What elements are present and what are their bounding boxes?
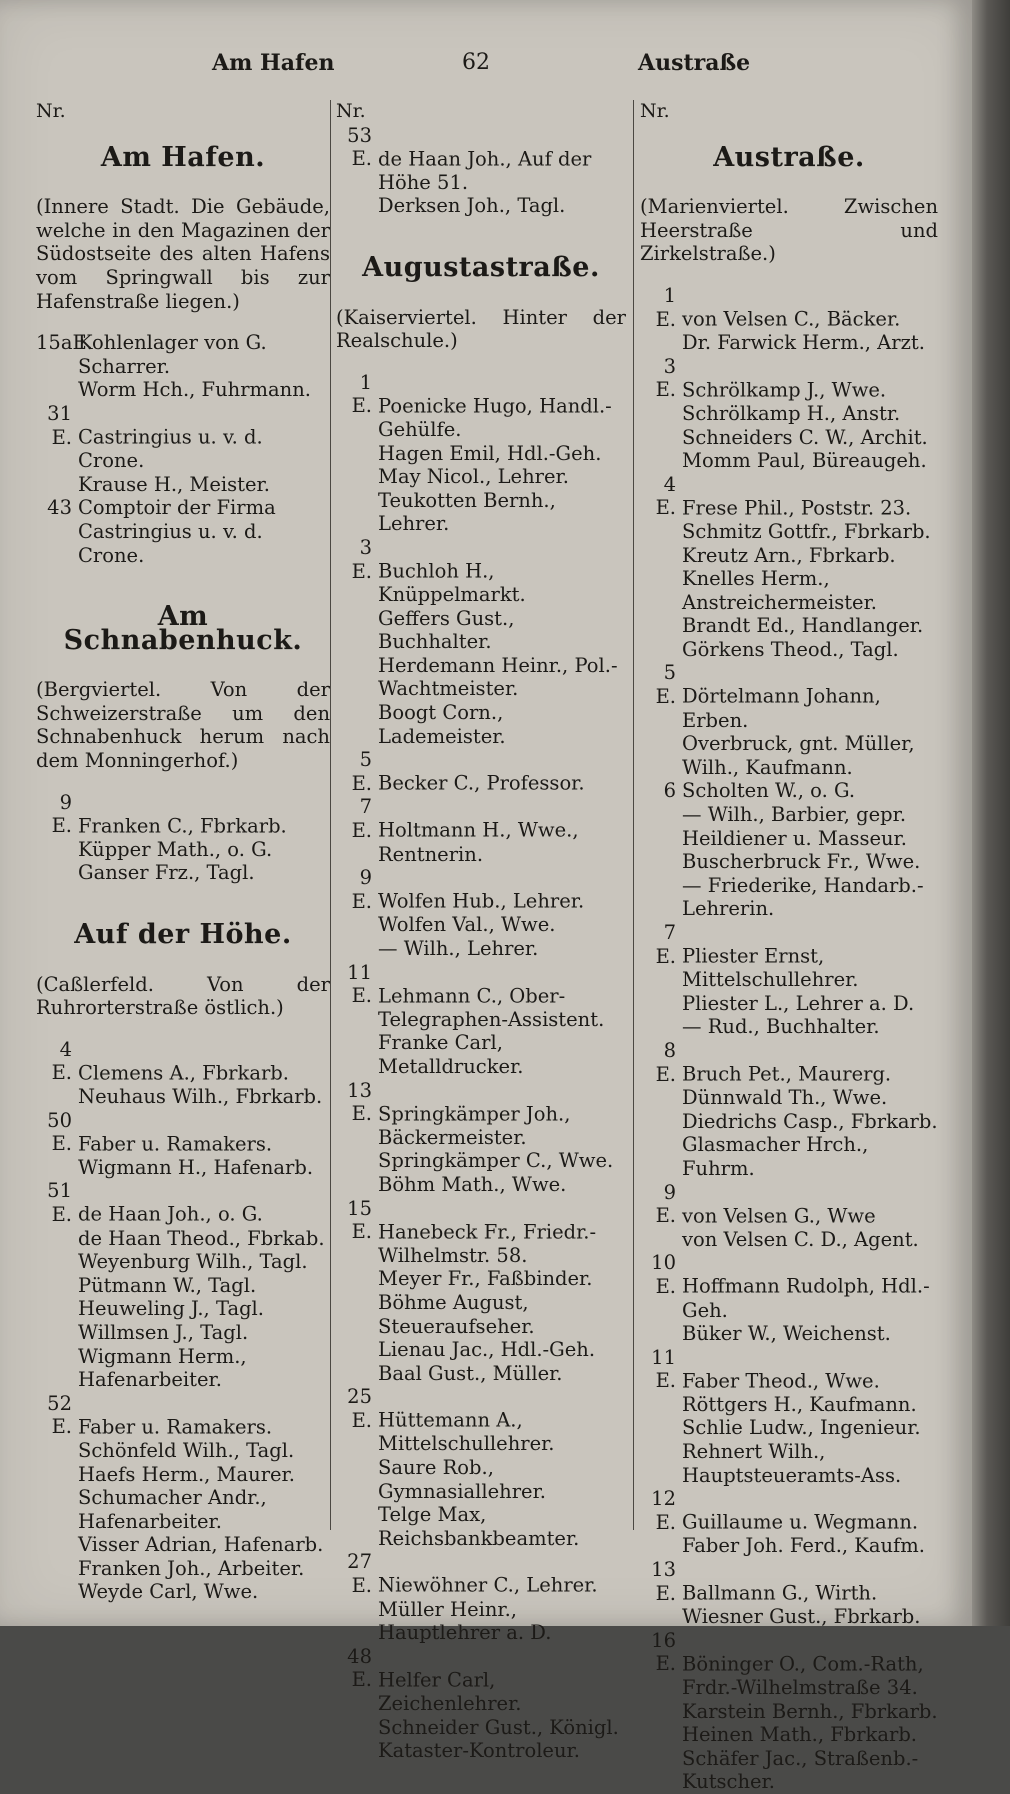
- resident-entry: Franke Carl, Metalldrucker.: [378, 1031, 524, 1078]
- resident-entry: Springkämper C., Wwe.: [378, 1149, 614, 1173]
- resident-entry: Weyde Carl, Wwe.: [78, 1580, 259, 1604]
- house-number: [336, 371, 378, 418]
- resident-entry: Visser Adrian, Hafenarb.: [78, 1533, 324, 1557]
- resident-entry: Schneiders C. W., Archit.: [682, 425, 928, 449]
- resident-text: Comptoir der Firma Castringius u. v. d. Crone.: [78, 496, 276, 567]
- resident-entry: Knelles Herm., Anstreichermeister.: [682, 567, 877, 614]
- house-entry: [640, 1558, 938, 1605]
- resident-text: Kohlenlager von G. Scharrer.: [78, 331, 267, 378]
- house-entry: [336, 961, 626, 1032]
- house-number: [336, 1385, 378, 1432]
- house-number: [640, 779, 682, 803]
- resident-entry: Karstein Bernh., Fbrkarb.: [682, 1699, 938, 1723]
- resident-entry: Schäfer Jac., Straßenb.-Kutscher.: [682, 1746, 919, 1794]
- resident-text: Hanebeck Fr., Friedr.-Wilhelmstr. 58.: [378, 1220, 597, 1267]
- house-number-text: 7 E.: [351, 795, 372, 843]
- house-number: [336, 536, 378, 583]
- resident-entry: de Haan Theod., Fbrkab.: [78, 1226, 325, 1250]
- house-entry: [336, 1385, 626, 1456]
- house-number: [640, 284, 682, 331]
- resident-text: Böninger O., Com.-Rath, Frdr.-Wilhelmstraße 34.: [682, 1652, 924, 1699]
- house-number: [640, 1629, 682, 1676]
- resident-entry: Pliester L., Lehrer a. D.: [682, 991, 915, 1015]
- resident-text: Scholten W., o. G.: [682, 779, 856, 803]
- house-number: [336, 795, 378, 842]
- house-number-text: 10 E.: [651, 1251, 676, 1298]
- resident-entry: Krause H., Meister.: [78, 472, 270, 496]
- resident-entry: Baal Gust., Müller.: [378, 1361, 563, 1385]
- resident-entry: Franken Joh., Arbeiter.: [78, 1556, 305, 1580]
- resident-entry: Schönfeld Wilh., Tagl.: [78, 1438, 295, 1462]
- house-number: [640, 1039, 682, 1086]
- resident-entry: Heuweling J., Tagl.: [78, 1297, 264, 1321]
- resident-entry: Herdemann Heinr., Pol.-Wachtmeister.: [378, 653, 618, 701]
- house-number: [640, 921, 682, 968]
- resident-text: Holtmann H., Wwe., Rentnerin.: [378, 819, 579, 866]
- house-number-text: 13 E.: [651, 1558, 676, 1605]
- house-number-text: 7 E.: [655, 921, 676, 968]
- resident-text: de Haan Joh., o. G.: [78, 1202, 263, 1226]
- house-number-text: 6: [663, 779, 676, 803]
- house-number: [640, 355, 682, 402]
- house-entry: [640, 284, 938, 331]
- house-number-text: 43: [47, 496, 72, 520]
- resident-entry: Wigmann H., Hafenarb.: [78, 1155, 314, 1179]
- house-number: [640, 1181, 682, 1228]
- book-spine-edge: [972, 0, 1010, 1626]
- resident-entry: Diedrichs Casp., Fbrkarb.: [682, 1109, 938, 1133]
- house-entry: [336, 371, 626, 442]
- house-number: [336, 961, 378, 1008]
- resident-text: Clemens A., Fbrkarb.: [78, 1061, 289, 1085]
- resident-entry: Schneider Gust., Königl. Kataster-Kontroleur.: [378, 1715, 619, 1763]
- resident-entry: Momm Paul, Büreaugeh.: [682, 449, 927, 473]
- house-number-text: 48 E.: [347, 1644, 372, 1692]
- resident-entry: Haefs Herm., Maurer.: [78, 1462, 295, 1486]
- house-number: [36, 1179, 78, 1226]
- resident-entry: Buscherbruck Fr., Wwe.: [682, 850, 921, 874]
- house-number: [640, 1346, 682, 1393]
- resident-text: Poenicke Hugo, Handl.-Gehülfe.: [378, 394, 612, 441]
- resident-entry: Faber Joh. Ferd., Kaufm.: [682, 1534, 925, 1558]
- resident-text: von Velsen C., Bäcker.: [682, 307, 901, 331]
- resident-text: Bruch Pet., Maurerg.: [682, 1062, 892, 1086]
- house-number-text: 27 E.: [347, 1550, 372, 1598]
- resident-entry: Pütmann W., Tagl.: [78, 1273, 257, 1297]
- house-entry: [640, 1346, 938, 1393]
- house-number: [336, 1550, 378, 1597]
- house-entry: [640, 355, 938, 402]
- number-column-label: Nr.: [640, 100, 670, 122]
- house-number: [336, 1645, 378, 1692]
- resident-text: Lehmann C., Ober-Telegraphen-Assistent.: [378, 984, 605, 1031]
- house-entry: [640, 921, 938, 992]
- house-number: [336, 1079, 378, 1126]
- house-number-text: 15 E.: [347, 1196, 372, 1244]
- resident-text: Frese Phil., Poststr. 23.: [682, 496, 912, 520]
- resident-entry: — Wilh., Lehrer.: [378, 937, 539, 960]
- house-entry: [336, 748, 626, 795]
- house-entry: [336, 536, 626, 607]
- resident-text: Guillaume u. Wegmann.: [682, 1510, 919, 1534]
- column-2: [336, 100, 626, 1763]
- street-description: (Kaiserviertel. Hinter der Realschule.): [336, 305, 626, 353]
- resident-entry: — Wilh., Barbier, gepr. Heildiener u. Masseur.: [682, 803, 907, 850]
- house-number-text: 1 E.: [351, 370, 372, 418]
- house-number: [36, 496, 78, 520]
- resident-entry: Rehnert Wilh., Hauptsteueramts-Ass.: [682, 1440, 902, 1487]
- resident-text: Castringius u. v. d. Crone.: [78, 425, 263, 473]
- running-head-right: Austraße: [638, 50, 751, 76]
- house-number: [36, 1038, 78, 1085]
- resident-entry: Görkens Theod., Tagl.: [682, 637, 899, 661]
- resident-entry: Geffers Gust., Buchhalter.: [378, 606, 515, 654]
- house-number: [640, 1251, 682, 1298]
- resident-text: Faber u. Ramakers.: [78, 1132, 273, 1156]
- resident-text: Niewöhner C., Lehrer.: [378, 1574, 598, 1598]
- resident-text: von Velsen G., Wwe: [682, 1204, 876, 1228]
- resident-entry: Heinen Math., Fbrkarb.: [682, 1723, 917, 1747]
- resident-entry: Küpper Math., o. G.: [78, 837, 273, 861]
- resident-text: Becker C., Professor.: [378, 771, 585, 795]
- house-entry: [36, 1179, 330, 1226]
- house-number-text: 4 E.: [51, 1037, 72, 1085]
- house-entry: [640, 1629, 938, 1700]
- resident-entry: Teukotten Bernh., Lehrer.: [378, 488, 556, 536]
- house-entry: [36, 1392, 330, 1439]
- running-head-left: Am Hafen: [212, 50, 335, 76]
- resident-entry: Wigmann Herm., Hafenarbeiter.: [78, 1344, 247, 1392]
- street-heading: Am Hafen.: [100, 141, 266, 173]
- house-entry: [640, 1487, 938, 1534]
- house-number-text: 11 E.: [651, 1345, 676, 1393]
- house-number: [640, 661, 682, 708]
- resident-entry: Schmitz Gottfr., Fbrkarb.: [682, 519, 931, 543]
- house-entry: [36, 1038, 330, 1085]
- resident-entry: Overbruck, gnt. Müller, Wilh., Kaufmann.: [682, 732, 915, 779]
- resident-entry: May Nicol., Lehrer.: [378, 465, 569, 489]
- street-description: (Caßlerfeld. Von der Ruhrorterstraße östlich.): [36, 972, 330, 1020]
- house-number-text: 8 E.: [655, 1038, 676, 1086]
- street-heading: Austraße.: [713, 141, 865, 173]
- house-number: [36, 1392, 78, 1439]
- house-number-text: 3 E.: [351, 535, 372, 583]
- resident-entry: Schumacher Andr., Hafenarbeiter.: [78, 1486, 267, 1533]
- resident-entry: Böhm Math., Wwe.: [378, 1172, 567, 1196]
- resident-entry: Telge Max, Reichsbankbeamter.: [378, 1503, 580, 1550]
- house-entry: [336, 866, 626, 913]
- resident-text: Helfer Carl, Zeichenlehrer.: [378, 1668, 522, 1715]
- resident-entry: Saure Rob., Gymnasiallehrer.: [378, 1456, 546, 1503]
- resident-text: Faber u. Ramakers.: [78, 1415, 273, 1439]
- house-number: [336, 1197, 378, 1244]
- house-entry: [336, 1550, 626, 1597]
- resident-entry: Weyenburg Wilh., Tagl.: [78, 1250, 308, 1274]
- resident-entry: Dünnwald Th., Wwe.: [682, 1086, 888, 1110]
- house-entry: [640, 473, 938, 520]
- resident-entry: Worm Hch., Fuhrmann.: [78, 378, 311, 402]
- resident-entry: Wolfen Val., Wwe.: [378, 913, 556, 937]
- house-number-text: 15aE.: [36, 331, 93, 355]
- resident-text: Wolfen Hub., Lehrer.: [378, 889, 585, 913]
- resident-entry: Brandt Ed., Handlanger.: [682, 614, 924, 638]
- street-description: (Bergviertel. Von der Schweizerstraße um den Schnabenhuck herum nach dem Monningerhof.): [36, 678, 330, 773]
- resident-text: Schrölkamp J., Wwe.: [682, 378, 887, 402]
- street-heading: Auf der Höhe.: [74, 919, 292, 951]
- resident-entry: Müller Heinr., Hauptlehrer a. D.: [378, 1597, 552, 1645]
- house-number-text: 16 E.: [651, 1628, 676, 1676]
- house-number-text: 25 E.: [347, 1385, 372, 1432]
- house-number-text: 12 E.: [651, 1487, 676, 1534]
- resident-entry: Derksen Joh., Tagl.: [378, 194, 566, 218]
- house-number-text: 9 E.: [51, 790, 72, 838]
- house-number-text: 5 E.: [351, 748, 372, 795]
- resident-entry: Boogt Corn., Lademeister.: [378, 701, 506, 748]
- number-column-label: Nr.: [336, 100, 366, 122]
- resident-entry: Hagen Emil, Hdl.-Geh.: [378, 441, 602, 465]
- column-1: [36, 100, 330, 1604]
- house-number-text: 50 E.: [47, 1108, 72, 1156]
- house-number: [640, 1487, 682, 1534]
- house-entry: [36, 496, 330, 567]
- house-number: [336, 124, 378, 171]
- resident-entry: Schrölkamp H., Anstr.: [682, 401, 901, 425]
- house-number: [36, 331, 93, 355]
- house-number-text: 9 E.: [351, 866, 372, 913]
- house-number-text: 53 E.: [347, 123, 372, 171]
- column-3: [640, 100, 938, 1794]
- resident-entry: Glasmacher Hrch., Fuhrm.: [682, 1133, 869, 1180]
- resident-text: Faber Theod., Wwe.: [682, 1369, 880, 1393]
- street-description: (Innere Stadt. Die Gebäude, welche in den Magazinen der Südostseite des alten Hafens vom Springwall bis zur Hafenstraße liegen.): [36, 195, 330, 313]
- resident-entry: Neuhaus Wilh., Fbrkarb.: [78, 1085, 323, 1108]
- page-number: 62: [462, 50, 490, 75]
- house-number-text: 31 E.: [47, 401, 72, 449]
- resident-text: Dörtelmann Johann, Erben.: [682, 685, 881, 732]
- house-entry: [336, 795, 626, 866]
- house-number: [36, 1109, 78, 1156]
- resident-entry: — Friederike, Handarb.-Lehrerin.: [682, 873, 924, 921]
- house-number-text: 9 E.: [655, 1180, 676, 1228]
- house-entry: [640, 1181, 938, 1228]
- resident-text: Pliester Ernst, Mittelschullehrer.: [682, 944, 859, 992]
- house-number: [640, 1558, 682, 1605]
- house-entry: [36, 791, 330, 838]
- street-description: (Marienviertel. Zwischen Heerstraße und Zirkelstraße.): [640, 195, 938, 266]
- house-number-text: 3 E.: [655, 354, 676, 402]
- house-entry: [640, 1039, 938, 1086]
- resident-entry: Röttgers H., Kaufmann.: [682, 1392, 917, 1416]
- resident-entry: von Velsen C. D., Agent.: [682, 1227, 919, 1251]
- house-number-text: 5 E.: [655, 661, 676, 709]
- resident-text: Buchloh H., Knüppelmarkt.: [378, 559, 526, 607]
- house-number: [336, 866, 378, 913]
- house-number-text: 11 E.: [347, 960, 372, 1008]
- resident-entry: Dr. Farwick Herm., Arzt.: [682, 331, 925, 355]
- resident-text: Franken C., Fbrkarb.: [78, 814, 287, 838]
- resident-entry: Willmsen J., Tagl.: [78, 1320, 249, 1344]
- house-number-text: 4 E.: [655, 472, 676, 520]
- column-divider: [330, 100, 331, 1530]
- street-heading: Am Schnabenhuck.: [63, 601, 303, 656]
- house-number: [640, 473, 682, 520]
- resident-entry: Kreutz Arn., Fbrkarb.: [682, 543, 896, 567]
- house-entry: [36, 331, 330, 378]
- number-column-label: Nr.: [36, 100, 66, 122]
- resident-entry: Büker W., Weichenst.: [682, 1322, 891, 1346]
- house-entry: [336, 1197, 626, 1268]
- street-heading: Augustastraße.: [362, 251, 600, 283]
- resident-text: de Haan Joh., Auf der Höhe 51.: [378, 147, 592, 194]
- house-number: [36, 791, 78, 838]
- resident-entry: Meyer Fr., Faßbinder.: [378, 1267, 593, 1291]
- house-entry: [640, 661, 938, 732]
- house-number-text: 52 E.: [47, 1391, 72, 1439]
- house-number-text: 13 E.: [347, 1078, 372, 1126]
- resident-text: Hüttemann A., Mittelschullehrer.: [378, 1408, 555, 1456]
- resident-text: Springkämper Joh., Bäckermeister.: [378, 1102, 571, 1149]
- house-entry: [336, 124, 626, 195]
- house-entry: [640, 1251, 938, 1322]
- house-number: [36, 402, 78, 449]
- house-number-text: 1 E.: [655, 283, 676, 331]
- house-entry: [336, 1079, 626, 1150]
- resident-entry: Böhme August, Steueraufseher.: [378, 1290, 535, 1338]
- resident-entry: — Rud., Buchhalter.: [682, 1015, 880, 1039]
- resident-entry: Ganser Frz., Tagl.: [78, 861, 255, 885]
- house-number: [336, 748, 378, 795]
- resident-entry: Schlie Ludw., Ingenieur.: [682, 1416, 921, 1440]
- house-entry: [36, 1109, 330, 1156]
- column-divider: [633, 100, 634, 1530]
- resident-text: Hoffmann Rudolph, Hdl.-Geh.: [682, 1274, 930, 1322]
- resident-entry: Lienau Jac., Hdl.-Geh.: [378, 1338, 596, 1362]
- resident-entry: Wiesner Gust., Fbrkarb.: [682, 1605, 921, 1629]
- house-entry: [336, 1645, 626, 1716]
- resident-text: Ballmann G., Wirth.: [682, 1581, 878, 1605]
- house-entry: [36, 402, 330, 473]
- house-number-text: 51 E.: [47, 1179, 72, 1226]
- house-entry: [640, 779, 938, 803]
